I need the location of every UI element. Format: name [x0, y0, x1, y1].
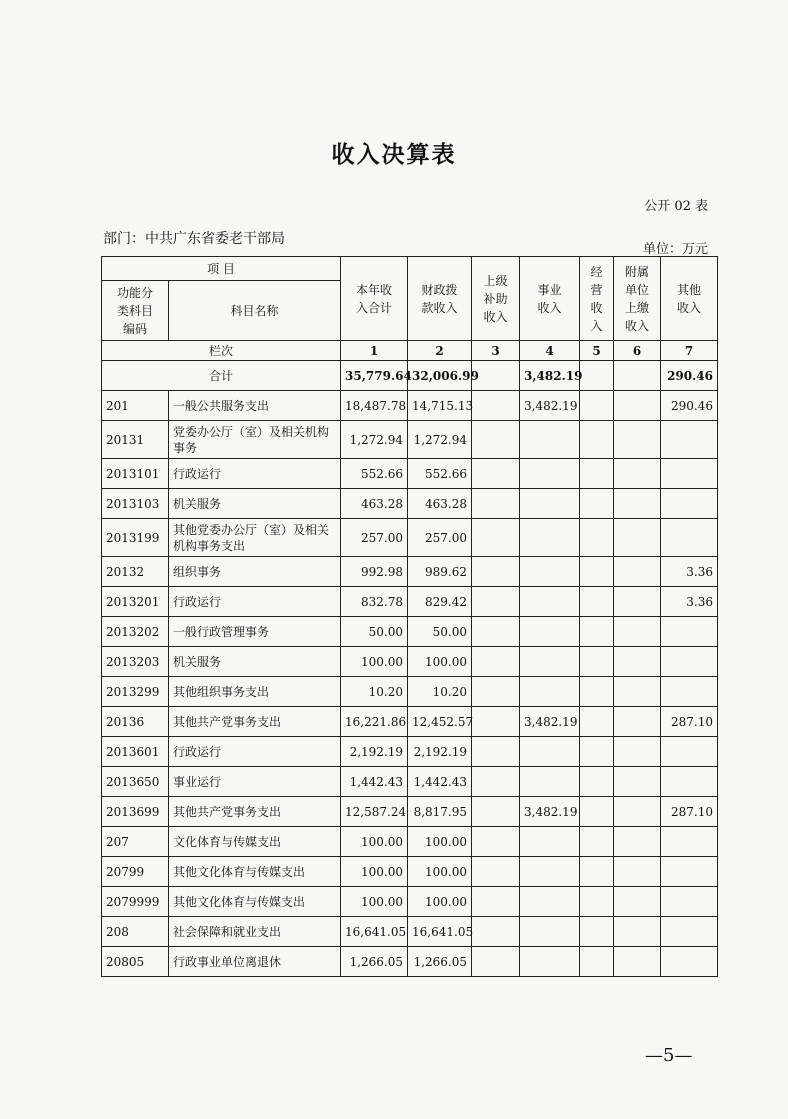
header-fiscal: 财政拨 款收入 [408, 257, 472, 341]
name-cell: 组织事务 [169, 557, 341, 587]
operating-cell [580, 421, 614, 459]
total-cell: 257.00 [341, 519, 408, 557]
superior-cell [472, 677, 520, 707]
business-cell [520, 947, 580, 977]
fiscal-cell: 2,192.19 [408, 737, 472, 767]
superior-cell [472, 827, 520, 857]
table-row [102, 797, 718, 827]
operating-cell [580, 617, 614, 647]
affiliated-cell [614, 947, 661, 977]
code-cell: 2013299 [102, 677, 169, 707]
code-cell: 201 [102, 391, 169, 421]
code-cell: 2013202 [102, 617, 169, 647]
superior-cell [472, 797, 520, 827]
fiscal-cell: 989.62 [408, 557, 472, 587]
table-row [102, 767, 718, 797]
affiliated-cell [614, 617, 661, 647]
name-cell: 事业运行 [169, 767, 341, 797]
other-cell [661, 617, 718, 647]
code-cell: 2013650 [102, 767, 169, 797]
other-cell: 287.10 [661, 707, 718, 737]
total-cell: 1,266.05 [341, 947, 408, 977]
business-cell [520, 887, 580, 917]
column-number: 5 [580, 341, 614, 361]
operating-cell [580, 887, 614, 917]
affiliated-cell [614, 519, 661, 557]
total-cell: 992.98 [341, 557, 408, 587]
code-cell: 208 [102, 917, 169, 947]
header-name: 科目名称 [169, 281, 341, 341]
fiscal-cell: 12,452.57 [408, 707, 472, 737]
affiliated-cell [614, 489, 661, 519]
header-business: 事业 收入 [520, 257, 580, 341]
total-cell: 18,487.78 [341, 391, 408, 421]
total-cell: 100.00 [341, 827, 408, 857]
total-cell: 10.20 [341, 677, 408, 707]
total-cell: 1,272.94 [341, 421, 408, 459]
operating-cell [580, 917, 614, 947]
department-label: 部门：中共广东省委老干部局 [103, 231, 285, 247]
other-cell [661, 647, 718, 677]
header-code: 功能分 类科目 编码 [102, 281, 169, 341]
business-cell [520, 737, 580, 767]
affiliated-cell [614, 587, 661, 617]
code-cell: 20799 [102, 857, 169, 887]
operating-cell [580, 391, 614, 421]
other-cell: 3.36 [661, 557, 718, 587]
name-cell: 其他组织事务支出 [169, 677, 341, 707]
fiscal-cell: 552.66 [408, 459, 472, 489]
business-cell: 3,482.19 [520, 707, 580, 737]
affiliated-cell [614, 827, 661, 857]
table-row [102, 827, 718, 857]
affiliated-cell [614, 707, 661, 737]
superior-cell [472, 857, 520, 887]
other-cell: 290.46 [661, 391, 718, 421]
operating-cell [580, 797, 614, 827]
affiliated-cell [614, 677, 661, 707]
operating-cell [580, 947, 614, 977]
table-row [102, 587, 718, 617]
other-cell [661, 947, 718, 977]
operating-cell [580, 857, 614, 887]
name-cell: 行政运行 [169, 459, 341, 489]
superior-cell [472, 917, 520, 947]
table-row [102, 947, 718, 977]
table-row [102, 421, 718, 459]
other-cell [661, 887, 718, 917]
business-cell: 3,482.19 [520, 797, 580, 827]
header-other: 其他 收入 [661, 257, 718, 341]
total-row [102, 361, 718, 391]
header-item: 项 目 [102, 257, 341, 281]
code-cell: 2013103 [102, 489, 169, 519]
fiscal-cell: 1,266.05 [408, 947, 472, 977]
business-cell: 3,482.19 [520, 391, 580, 421]
column-number: 4 [520, 341, 580, 361]
superior-cell [472, 647, 520, 677]
other-cell [661, 421, 718, 459]
column-number: 3 [472, 341, 520, 361]
affiliated-cell [614, 887, 661, 917]
header-operating: 经 营 收 入 [580, 257, 614, 341]
name-cell: 文化体育与传媒支出 [169, 827, 341, 857]
other-cell [661, 827, 718, 857]
other-cell: 290.46 [661, 361, 718, 391]
operating-cell [580, 827, 614, 857]
page-title: 收入决算表 [331, 141, 457, 168]
name-cell: 党委办公厅（室）及相关机构事务 [169, 421, 341, 459]
table-row [102, 857, 718, 887]
header-superior: 上级 补助 收入 [472, 257, 520, 341]
operating-cell [580, 707, 614, 737]
operating-cell [580, 361, 614, 391]
other-cell [661, 737, 718, 767]
fiscal-cell: 1,272.94 [408, 421, 472, 459]
affiliated-cell [614, 917, 661, 947]
table-row [102, 489, 718, 519]
name-cell: 其他共产党事务支出 [169, 707, 341, 737]
total-cell: 100.00 [341, 857, 408, 887]
affiliated-cell [614, 647, 661, 677]
superior-cell [472, 519, 520, 557]
superior-cell [472, 391, 520, 421]
income-table [101, 256, 718, 977]
table-row [102, 557, 718, 587]
total-cell: 35,779.64 [341, 361, 408, 391]
fiscal-cell: 8,817.95 [408, 797, 472, 827]
table-row [102, 917, 718, 947]
superior-cell [472, 557, 520, 587]
table-row [102, 617, 718, 647]
superior-cell [472, 421, 520, 459]
superior-cell [472, 767, 520, 797]
column-index-label: 栏次 [102, 341, 341, 361]
business-cell [520, 587, 580, 617]
table-row [102, 707, 718, 737]
other-cell [661, 767, 718, 797]
fiscal-cell: 16,641.05 [408, 917, 472, 947]
code-cell: 2013601 [102, 737, 169, 767]
fiscal-cell: 10.20 [408, 677, 472, 707]
name-cell: 其他文化体育与传媒支出 [169, 887, 341, 917]
business-cell: 3,482.19 [520, 361, 580, 391]
business-cell [520, 617, 580, 647]
fiscal-cell: 14,715.13 [408, 391, 472, 421]
name-cell: 行政运行 [169, 587, 341, 617]
name-cell: 其他共产党事务支出 [169, 797, 341, 827]
total-cell: 463.28 [341, 489, 408, 519]
operating-cell [580, 737, 614, 767]
fiscal-cell: 100.00 [408, 887, 472, 917]
business-cell [520, 459, 580, 489]
operating-cell [580, 587, 614, 617]
table-row [102, 519, 718, 557]
code-cell: 2013199 [102, 519, 169, 557]
other-cell [661, 519, 718, 557]
business-cell [520, 767, 580, 797]
name-cell: 其他党委办公厅（室）及相关机构事务支出 [169, 519, 341, 557]
code-cell: 2079999 [102, 887, 169, 917]
name-cell: 行政运行 [169, 737, 341, 767]
header-total: 本年收 入合计 [341, 257, 408, 341]
table-row [102, 459, 718, 489]
total-cell: 50.00 [341, 617, 408, 647]
operating-cell [580, 557, 614, 587]
business-cell [520, 489, 580, 519]
code-cell: 2013699 [102, 797, 169, 827]
affiliated-cell [614, 459, 661, 489]
code-cell: 20131 [102, 421, 169, 459]
superior-cell [472, 887, 520, 917]
superior-cell [472, 459, 520, 489]
name-cell: 一般公共服务支出 [169, 391, 341, 421]
code-cell: 20132 [102, 557, 169, 587]
business-cell [520, 519, 580, 557]
affiliated-cell [614, 797, 661, 827]
affiliated-cell [614, 767, 661, 797]
operating-cell [580, 459, 614, 489]
column-number: 2 [408, 341, 472, 361]
fiscal-cell: 1,442.43 [408, 767, 472, 797]
superior-cell [472, 707, 520, 737]
superior-cell [472, 489, 520, 519]
name-cell: 行政事业单位离退休 [169, 947, 341, 977]
code-cell: 2013201 [102, 587, 169, 617]
name-cell: 机关服务 [169, 489, 341, 519]
table-row [102, 887, 718, 917]
total-label: 合计 [102, 361, 341, 391]
unit-label: 单位：万元 [642, 242, 708, 257]
affiliated-cell [614, 737, 661, 767]
name-cell: 社会保障和就业支出 [169, 917, 341, 947]
operating-cell [580, 519, 614, 557]
fiscal-cell: 100.00 [408, 827, 472, 857]
superior-cell [472, 617, 520, 647]
total-cell: 1,442.43 [341, 767, 408, 797]
total-cell: 16,221.86 [341, 707, 408, 737]
table-row [102, 677, 718, 707]
operating-cell [580, 489, 614, 519]
operating-cell [580, 647, 614, 677]
fiscal-cell: 32,006.99 [408, 361, 472, 391]
column-number: 7 [661, 341, 718, 361]
name-cell: 机关服务 [169, 647, 341, 677]
superior-cell [472, 587, 520, 617]
fiscal-cell: 100.00 [408, 857, 472, 887]
column-number: 6 [614, 341, 661, 361]
affiliated-cell [614, 421, 661, 459]
fiscal-cell: 100.00 [408, 647, 472, 677]
business-cell [520, 647, 580, 677]
total-cell: 12,587.24 [341, 797, 408, 827]
total-cell: 16,641.05 [341, 917, 408, 947]
name-cell: 一般行政管理事务 [169, 617, 341, 647]
business-cell [520, 557, 580, 587]
business-cell [520, 827, 580, 857]
other-cell [661, 857, 718, 887]
business-cell [520, 421, 580, 459]
document-code: 公开 02 表 [644, 199, 708, 214]
total-cell: 552.66 [341, 459, 408, 489]
affiliated-cell [614, 391, 661, 421]
total-cell: 100.00 [341, 647, 408, 677]
other-cell [661, 489, 718, 519]
table-row [102, 647, 718, 677]
total-cell: 2,192.19 [341, 737, 408, 767]
superior-cell [472, 737, 520, 767]
code-cell: 20136 [102, 707, 169, 737]
affiliated-cell [614, 857, 661, 887]
table-row [102, 391, 718, 421]
fiscal-cell: 257.00 [408, 519, 472, 557]
other-cell: 287.10 [661, 797, 718, 827]
total-cell: 100.00 [341, 887, 408, 917]
code-cell: 2013203 [102, 647, 169, 677]
column-index-row [102, 341, 718, 361]
fiscal-cell: 829.42 [408, 587, 472, 617]
business-cell [520, 857, 580, 887]
affiliated-cell [614, 557, 661, 587]
fiscal-cell: 50.00 [408, 617, 472, 647]
other-cell [661, 917, 718, 947]
column-number: 1 [341, 341, 408, 361]
operating-cell [580, 767, 614, 797]
other-cell [661, 459, 718, 489]
table-row [102, 737, 718, 767]
superior-cell [472, 947, 520, 977]
header-affiliated: 附属 单位 上缴 收入 [614, 257, 661, 341]
other-cell: 3.36 [661, 587, 718, 617]
affiliated-cell [614, 361, 661, 391]
name-cell: 其他文化体育与传媒支出 [169, 857, 341, 887]
business-cell [520, 677, 580, 707]
code-cell: 207 [102, 827, 169, 857]
page-number: —5— [645, 1045, 693, 1066]
fiscal-cell: 463.28 [408, 489, 472, 519]
other-cell [661, 677, 718, 707]
code-cell: 2013101 [102, 459, 169, 489]
business-cell [520, 917, 580, 947]
total-cell: 832.78 [341, 587, 408, 617]
operating-cell [580, 677, 614, 707]
code-cell: 20805 [102, 947, 169, 977]
